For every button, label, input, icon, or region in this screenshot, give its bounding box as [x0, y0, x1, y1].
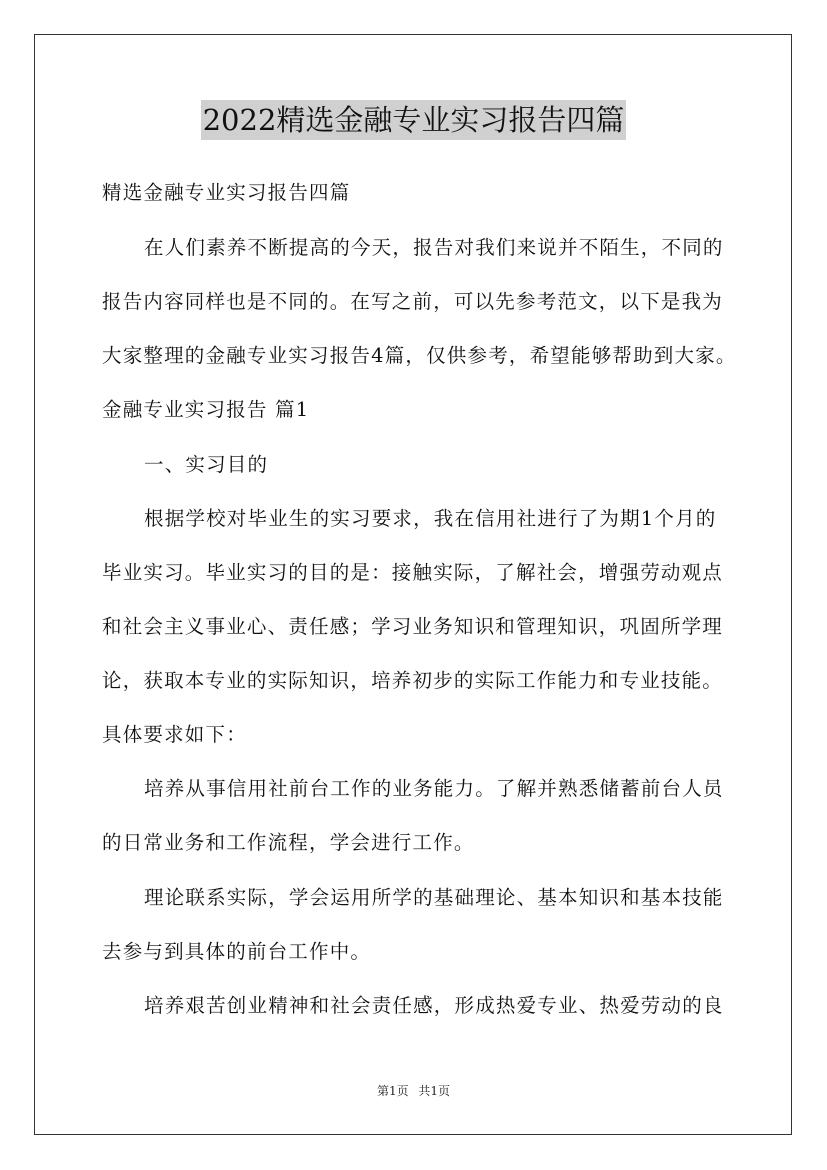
title-container	[0, 100, 827, 140]
paragraph-line: 的日常业务和工作流程，学会进行工作。	[102, 831, 475, 854]
total-pages: 共1页	[418, 1084, 451, 1098]
paragraph-line: 毕业实习。毕业实习的目的是：接触实际，了解社会，增强劳动观点	[102, 561, 724, 584]
paragraph-line: 在人们素养不断提高的今天，报告对我们来说并不陌生，不同的	[144, 236, 724, 259]
paragraph-line: 和社会主义事业心、责任感；学习业务知识和管理知识，巩固所学理	[102, 615, 724, 638]
paragraph-line: 去参与到具体的前台工作中。	[102, 940, 372, 963]
paragraph-line: 根据学校对毕业生的实习要求，我在信用社进行了为期1个月的	[144, 507, 717, 530]
page-footer	[0, 1083, 827, 1099]
paragraph-line: 具体要求如下：	[102, 723, 247, 746]
paragraph-line: 培养从事信用社前台工作的业务能力。了解并熟悉储蓄前台人员	[144, 777, 724, 800]
document-title: 2022精选金融专业实习报告四篇	[201, 100, 627, 140]
section-heading: 金融专业实习报告 篇1	[102, 398, 310, 421]
paragraph-line: 大家整理的金融专业实习报告4篇，仅供参考，希望能够帮助到大家。	[102, 344, 737, 367]
paragraph-line: 报告内容同样也是不同的。在写之前，可以先参考范文，以下是我为	[102, 290, 724, 313]
subtitle-line: 精选金融专业实习报告四篇	[102, 181, 351, 204]
subsection-heading: 一、实习目的	[144, 453, 269, 476]
paragraph-line: 理论联系实际，学会运用所学的基础理论、基本知识和基本技能	[144, 886, 724, 909]
paragraph-line: 培养艰苦创业精神和社会责任感，形成热爱专业、热爱劳动的良	[144, 994, 724, 1017]
page-number: 第1页	[376, 1084, 409, 1098]
paragraph-line: 论，获取本专业的实际知识，培养初步的实际工作能力和专业技能。	[102, 669, 724, 692]
